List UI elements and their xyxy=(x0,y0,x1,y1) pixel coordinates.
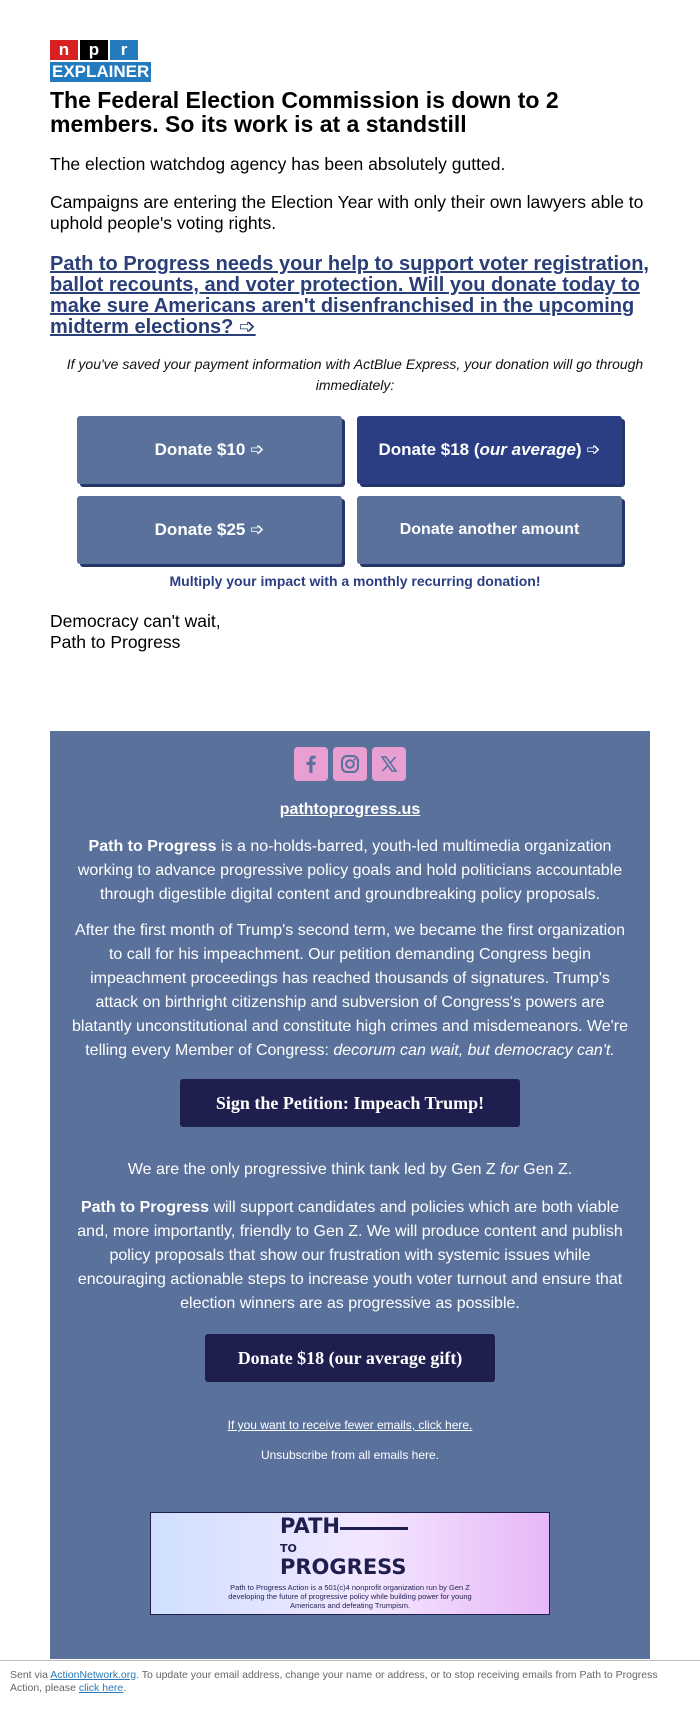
website-link[interactable]: pathtoprogress.us xyxy=(279,801,421,818)
about-paragraph xyxy=(62,835,638,907)
banner-logo-progress: PROGRESS xyxy=(280,1555,407,1579)
banner-logo-bottom xyxy=(280,1536,420,1577)
donate-18-label-post: ) ➩ xyxy=(575,440,601,459)
fewer-emails-link[interactable]: If you want to receive fewer emails, click here. xyxy=(227,1418,473,1432)
explainer-badge: EXPLAINER xyxy=(52,62,150,81)
sign-petition-button[interactable]: Sign the Petition: Impeach Trump! xyxy=(180,1079,520,1127)
donate-button-grid xyxy=(77,416,660,564)
impeachment-text: After the first month of Trump's second term, we became the first organization to call for his impeachment. Our petition demanding Congress begin impeachment proceedings has reached thousands of signatures. Trump's attack on birthright citizenship and subversion of Congress's powers are blatantly unconstitutional and constitute high crimes and misdemeanors. We're telling every Member of Congress: xyxy=(72,922,628,1059)
actionnetwork-link[interactable]: ActionNetwork.org xyxy=(50,1669,137,1681)
footer-box xyxy=(50,731,650,1659)
donate-average-gift-button[interactable]: Donate $18 (our average gift) xyxy=(205,1334,495,1382)
banner-logo-path: PATH xyxy=(280,1514,340,1538)
impeachment-paragraph xyxy=(62,919,638,1063)
support-paragraph xyxy=(62,1196,638,1316)
gen-z-tagline xyxy=(62,1160,638,1180)
donation-appeal-link[interactable]: Path to Progress needs your help to support voter registration, ballot recounts, and voter protection. Will you donate today to make sure Americans aren't disenfranchised in the upcoming midterm elections? ➩ xyxy=(50,253,649,338)
banner-logo-line xyxy=(340,1527,408,1530)
x-icon[interactable] xyxy=(372,747,406,781)
tagline-pre: We are the only progressive think tank led by Gen Z xyxy=(127,1161,501,1178)
tagline-em: for xyxy=(500,1161,519,1178)
donate-25-button[interactable]: Donate $25 ➩ xyxy=(77,496,342,564)
banner-description: Path to Progress Action is a 501(c)4 nonprofit organization run by Gen Z developing the future of progressive policy while building power for young Americans and defeating Trumpism. xyxy=(228,1583,472,1610)
about-text: is a no-holds-barred, youth-led multimedia organization working to advance progressive policy goals and hold politicians accountable through digestible digital content and groundbreaking policy proposals. xyxy=(77,838,623,903)
intro-paragraph-1: The election watchdog agency has been absolutely gutted. xyxy=(50,154,506,174)
monthly-donation-link[interactable]: Multiply your impact with a monthly recurring donation! xyxy=(169,573,541,589)
npr-logo xyxy=(50,40,660,60)
path-to-progress-banner xyxy=(150,1512,550,1615)
sent-via-text-pre: Sent via xyxy=(10,1669,51,1681)
npr-logo-p: p xyxy=(80,40,108,60)
email-content xyxy=(50,0,660,1659)
support-org-name: Path to Progress xyxy=(80,1199,209,1216)
impeachment-emphasis: decorum can wait, but democracy can't. xyxy=(333,1042,615,1059)
donate-18-button[interactable] xyxy=(357,416,622,484)
unsubscribe-link[interactable]: Unsubscribe from all emails here. xyxy=(260,1448,440,1462)
sent-via-bar xyxy=(0,1660,700,1695)
signoff xyxy=(50,611,660,653)
npr-logo-n: n xyxy=(50,40,78,60)
tagline-post: Gen Z. xyxy=(518,1161,573,1178)
donate-18-label-pre: Donate $18 ( xyxy=(378,440,480,459)
npr-logo-r: r xyxy=(110,40,138,60)
actblue-express-note: If you've saved your payment information with ActBlue Express, your donation will go through immediately: xyxy=(66,356,644,393)
donate-10-button[interactable]: Donate $10 ➩ xyxy=(77,416,342,484)
instagram-icon[interactable] xyxy=(333,747,367,781)
headline: The Federal Election Commission is down to 2 members. So its work is at a standstill xyxy=(50,87,559,137)
donate-18-label-em: our average xyxy=(479,440,576,459)
facebook-icon[interactable] xyxy=(294,747,328,781)
sent-via-text-post: . xyxy=(123,1682,127,1694)
intro-paragraph-2: Campaigns are entering the Election Year with only their own lawyers able to uphold people's voting rights. xyxy=(50,192,644,233)
social-icons xyxy=(62,747,638,781)
path-to-progress-logo xyxy=(280,1514,420,1579)
sent-via-text-mid: . To update your email address, change your name or address, or to stop receiving emails from Path to Progress Action, please xyxy=(10,1669,658,1694)
support-text: will support candidates and policies which are both viable and, more importantly, friendly to Gen Z. We will produce content and publish policy proposals that show our frustration with systemic issues while encouraging actionable steps to increase youth voter turnout and ensure that election winners are as progressive as possible. xyxy=(77,1199,623,1312)
banner-logo-to: TO xyxy=(280,1542,297,1555)
about-org-name: Path to Progress xyxy=(88,838,217,855)
donate-other-amount-button[interactable]: Donate another amount xyxy=(357,496,622,564)
signoff-line-2: Path to Progress xyxy=(50,632,181,652)
signoff-line-1: Democracy can't wait, xyxy=(50,611,221,631)
update-preferences-link[interactable]: click here xyxy=(78,1682,124,1694)
